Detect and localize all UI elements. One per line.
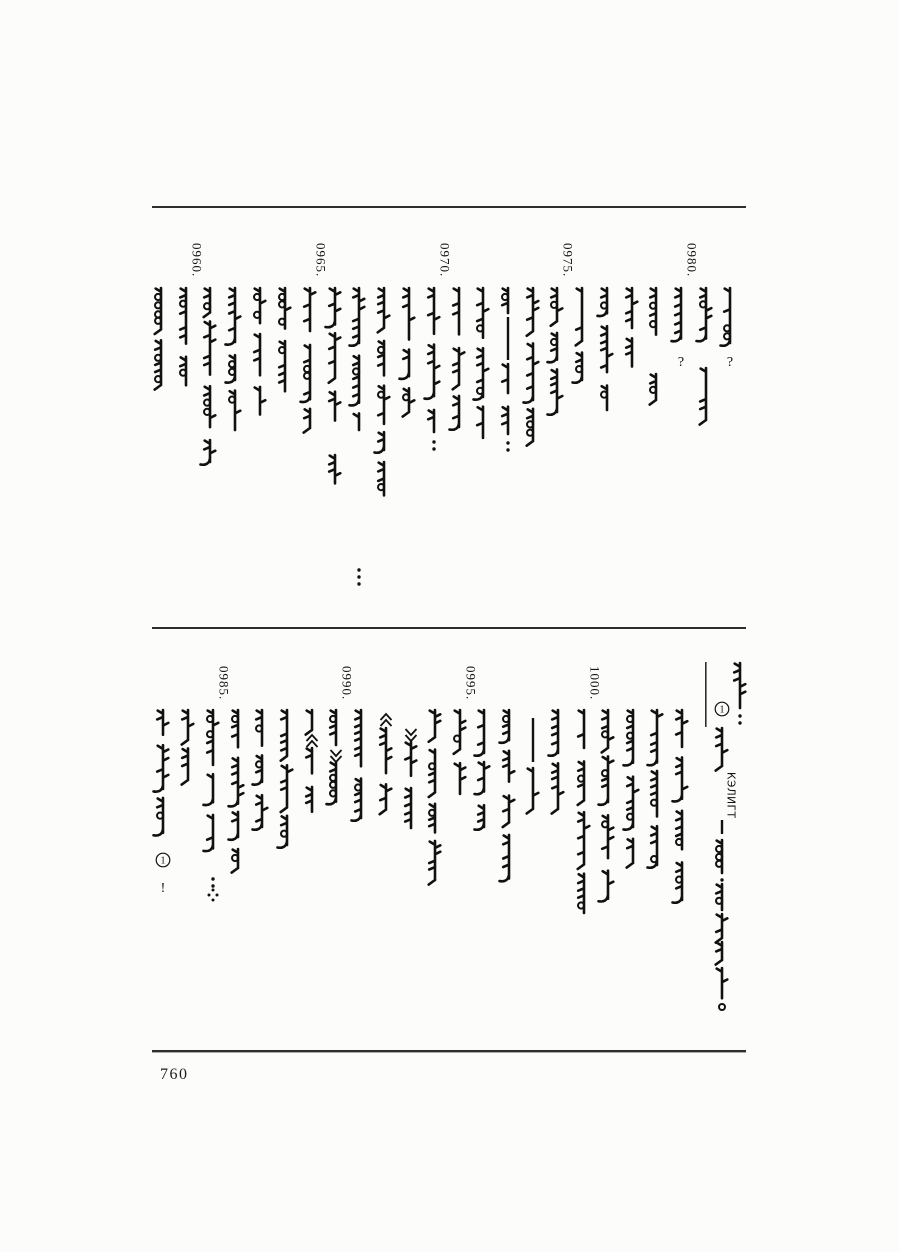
mongolian-script-word [474, 348, 489, 400]
footnote-text-column [715, 702, 736, 1010]
script-column [380, 714, 392, 814]
script-column [201, 288, 216, 465]
script-bowl [330, 775, 336, 781]
script-column [405, 729, 416, 828]
script-column [502, 288, 510, 452]
script-bowl [378, 392, 384, 398]
script-column [549, 710, 564, 814]
punctuation-dot [211, 877, 214, 880]
mongolian-script-word [329, 333, 341, 383]
mongolian-script-word [326, 288, 341, 327]
mongolian-script-word [626, 338, 632, 366]
footnote-cyrillic-gloss: КЭЛИГТ [724, 772, 737, 819]
script-bowl [527, 430, 533, 436]
script-column [278, 710, 293, 848]
mongolian-script-word [329, 392, 340, 421]
script-bowl [477, 325, 483, 331]
mongolian-script-word [201, 440, 216, 465]
mongolian-script-word [527, 288, 539, 336]
mongolian-script-word [255, 387, 266, 415]
mongolian-script-word [204, 774, 214, 805]
script-bowl [651, 800, 657, 806]
mongolian-script-word [429, 749, 435, 797]
script-bowl [477, 388, 483, 394]
script-column [697, 288, 712, 425]
script-bowl [716, 854, 722, 860]
script-column [672, 288, 685, 370]
punctuation-dot [357, 568, 360, 571]
script-bowl [155, 318, 161, 324]
mongolian-script-word [624, 777, 639, 830]
script-bowl [716, 846, 722, 852]
punctuation-dot [506, 448, 509, 451]
verse-line-number: 0965. [313, 243, 329, 278]
mongolian-script-word [204, 321, 215, 374]
exclamation-mark: ! [160, 881, 166, 896]
mongolian-script-word [673, 757, 688, 801]
mongolian-script-word [721, 288, 731, 346]
mongolian-script-word [450, 396, 460, 430]
mongolian-script-word [157, 710, 168, 735]
mongolian-script-word [425, 345, 440, 399]
script-bowl [627, 733, 633, 739]
script-bowl [279, 294, 285, 300]
close-quote-mark [406, 729, 417, 741]
script-bowl [602, 731, 608, 737]
script-bowl [281, 831, 287, 837]
script-bowl [232, 855, 238, 861]
script-column [279, 288, 290, 391]
em-dash-vertical [721, 820, 723, 834]
mongolian-script-word [306, 710, 312, 735]
script-bowl [578, 776, 584, 782]
script-bowl [676, 877, 682, 883]
script-bowl [724, 333, 730, 339]
script-bowl [279, 319, 285, 325]
script-column [226, 288, 241, 430]
punctuation-dot [738, 714, 741, 717]
mongolian-script-word [304, 288, 315, 331]
script-bowl [157, 813, 163, 819]
script-column [182, 710, 194, 785]
verse-line-number: 0980. [684, 243, 700, 278]
script-bowl [576, 366, 582, 372]
rule-top [152, 206, 746, 208]
script-column [500, 710, 515, 881]
script-bowl [527, 421, 533, 427]
mongolian-script-word [599, 871, 614, 902]
mongolian-script-word [700, 368, 706, 425]
mongolian-script-word [453, 288, 459, 334]
script-bowl [651, 856, 657, 862]
script-bowl [724, 325, 730, 331]
mongolian-script-word [378, 288, 390, 332]
verse-line-number: 1000. [587, 666, 603, 701]
script-column [352, 710, 362, 821]
punctuation-dot [506, 441, 509, 444]
script-bowl [279, 301, 285, 307]
mongolian-script-word [380, 784, 392, 814]
script-final-ring [719, 1004, 725, 1010]
open-quote-mark [381, 714, 392, 726]
mongolian-script-word [453, 348, 465, 389]
script-bowl [676, 839, 682, 845]
mongolian-script-word [350, 356, 360, 406]
mongolian-script-word [375, 432, 385, 453]
verse-line-number: 0990. [339, 666, 355, 701]
mongolian-script-word [578, 761, 584, 805]
script-column [474, 288, 489, 438]
script-bowl [330, 716, 336, 722]
mongolian-script-word [548, 369, 563, 414]
script-bowl [716, 861, 722, 867]
punctuation-dot [357, 582, 360, 585]
mongolian-script-word [154, 745, 169, 791]
script-bowl [207, 716, 213, 722]
mongolian-script-word [524, 343, 539, 402]
em-dash-vertical [507, 317, 509, 360]
mongolian-script-word [380, 728, 391, 773]
mongolian-script-word [304, 409, 310, 433]
mongolian-script-word [429, 710, 441, 742]
script-bowl [716, 898, 722, 904]
mongolian-script-word [578, 710, 584, 748]
mongolian-script-word [405, 742, 416, 776]
script-bowl [650, 303, 656, 309]
verse-line-number: 0995. [463, 666, 479, 701]
script-column [327, 710, 342, 804]
lower-text-block [154, 666, 688, 913]
script-bowl [180, 301, 186, 307]
script-bowl [503, 716, 509, 722]
script-bowl [378, 347, 384, 353]
script-column [475, 710, 490, 830]
em-dash-vertical [532, 718, 534, 762]
script-bowl [304, 366, 310, 372]
script-column [301, 288, 316, 433]
mongolian-script-word [627, 839, 633, 868]
script-bowl [378, 484, 384, 490]
punctuation-dot [432, 440, 435, 443]
mongolian-script-word [253, 795, 268, 830]
script-column [548, 288, 563, 415]
script-column [524, 288, 539, 446]
mongolian-script-word [503, 751, 514, 782]
script-column [204, 710, 219, 902]
verse-line-number: 0985. [216, 666, 232, 701]
close-quote-mark [331, 750, 342, 762]
script-bowl [232, 716, 238, 722]
punctuation-dot [211, 884, 214, 887]
mongolian-script-word [676, 710, 687, 747]
script-bowl [304, 373, 310, 379]
punctuation-dot [357, 575, 360, 578]
script-bowl [627, 814, 633, 820]
mongolian-script-word [229, 758, 244, 807]
mongolian-script-word [500, 710, 510, 743]
script-bowl [429, 763, 435, 769]
script-column [624, 710, 639, 868]
script-column [578, 710, 590, 913]
script-column [254, 288, 265, 414]
script-bowl [254, 294, 260, 300]
script-column [648, 710, 663, 868]
script-bowl [155, 311, 161, 317]
mongolian-script-word [403, 288, 414, 339]
script-column [429, 710, 441, 885]
script-column [454, 710, 466, 794]
mongolian-script-word [527, 768, 539, 813]
mongolian-script-word [734, 663, 745, 708]
mongolian-script-word [549, 710, 559, 756]
script-bowl [254, 312, 260, 318]
mongolian-script-word [601, 326, 612, 372]
mongolian-script-word [180, 288, 186, 344]
mongolian-script-word [182, 710, 194, 745]
mongolian-script-word [502, 364, 508, 393]
mongolian-script-word [697, 288, 712, 341]
script-bowl [403, 394, 409, 400]
rule-middle [152, 627, 746, 629]
script-bowl [229, 397, 235, 403]
mongolian-script-word [253, 755, 263, 784]
script-column [375, 288, 390, 495]
script-bowl [602, 770, 608, 776]
mongolian-script-word [429, 841, 441, 885]
mongolian-script-word [477, 407, 483, 438]
annotation-header-column [734, 663, 745, 725]
mongolian-script-word [475, 805, 485, 830]
script-bowl [355, 784, 361, 790]
mongolian-script-word [355, 710, 361, 766]
mongolian-script-word [182, 748, 188, 784]
mongolian-script-word [651, 771, 657, 817]
mongolian-script-word [350, 288, 365, 346]
mongolian-script-word [429, 804, 435, 833]
script-bowl [650, 387, 656, 393]
open-quote-mark [307, 735, 318, 747]
script-column [626, 288, 637, 366]
mongolian-script-word [502, 407, 508, 434]
script-bowl [627, 716, 633, 722]
mongolian-script-word [281, 710, 287, 761]
question-mark: ? [677, 355, 685, 370]
question-mark: ? [726, 355, 734, 370]
script-bowl [330, 782, 336, 788]
script-column [155, 288, 162, 390]
script-bowl [650, 321, 656, 327]
script-column [573, 288, 583, 383]
script-bowl [155, 294, 161, 300]
mongolian-script-word [405, 788, 411, 828]
mongolian-script-word [503, 796, 515, 828]
script-bowl [256, 761, 262, 767]
mongolian-script-word [716, 914, 728, 943]
script-bowl [229, 369, 235, 375]
script-column [326, 288, 341, 483]
script-bowl [155, 376, 161, 382]
script-column [400, 288, 415, 417]
mongolian-script-word [552, 763, 564, 813]
script-column [598, 288, 613, 410]
mongolian-script-word [204, 386, 215, 427]
script-column [599, 710, 614, 901]
rule-bottom [152, 1050, 746, 1052]
punctuation-dot [738, 721, 741, 724]
script-column [450, 288, 465, 430]
mongolian-script-word [548, 333, 558, 362]
script-bowl [204, 409, 210, 415]
script-column [350, 288, 365, 586]
punctuation-dot [432, 447, 435, 450]
mongolian-script-word [329, 455, 340, 483]
script-column [650, 288, 657, 405]
script-bowl [207, 731, 213, 737]
page-number: 760 [160, 1066, 189, 1083]
script-bowl [279, 347, 285, 353]
script-bowl [700, 301, 706, 307]
mongolian-script-word [229, 812, 239, 840]
script-bowl [502, 294, 508, 300]
footnote-separator-rule [705, 662, 707, 727]
script-column [154, 710, 170, 896]
script-bowl [454, 736, 460, 742]
verse-line-number: 0970. [437, 243, 453, 278]
script-column [229, 710, 244, 873]
script-bowl [256, 725, 262, 731]
verse-line-number: 0975. [560, 243, 576, 278]
mongolian-script-word [204, 815, 214, 851]
script-bowl [204, 303, 210, 309]
script-column [425, 288, 440, 451]
mongolian-script-word [475, 710, 485, 756]
mongolian-script-word [400, 350, 410, 379]
footnote-section [715, 663, 745, 1010]
script-column [306, 710, 318, 812]
punctuation-dot [720, 878, 723, 881]
script-bowl [330, 790, 336, 796]
script-bowl [229, 361, 235, 367]
script-bowl [429, 810, 435, 816]
mongolian-script-word [475, 762, 490, 794]
mongolian-script-word [306, 787, 312, 812]
punctuation-dot [212, 899, 215, 902]
verse-line-number: 0960. [189, 243, 205, 278]
script-column [673, 710, 688, 903]
mongolian-script-word [454, 710, 466, 754]
script-bowl [155, 302, 161, 308]
mongolian-script-word [455, 763, 466, 794]
punctuation-dot [208, 894, 211, 897]
script-bowl [601, 392, 607, 398]
script-bowl [551, 302, 557, 308]
mongolian-script-word [354, 413, 359, 430]
mongolian-script-word [403, 388, 415, 416]
mongolian-script-word [578, 812, 590, 869]
punctuation-dot [212, 889, 215, 892]
script-column [180, 288, 186, 385]
script-bowl [602, 821, 608, 827]
mongolian-script-word [254, 334, 260, 375]
mongolian-script-word [716, 728, 728, 771]
script-bowl [601, 302, 607, 308]
mongolian-script-word [306, 748, 312, 773]
mongolian-script-word [428, 288, 439, 334]
mongolian-script-word [576, 288, 582, 345]
script-bowl [551, 339, 557, 345]
script-bowl [353, 368, 359, 374]
mongolian-script-word [717, 968, 728, 998]
script-column [527, 718, 539, 813]
mongolian-script-word [428, 410, 434, 432]
footnote-ref-digit: 1 [160, 855, 166, 867]
mongolian-script-word [500, 835, 510, 881]
upper-text-block [155, 243, 733, 586]
script-bowl [155, 355, 161, 361]
mongolian-script-word [281, 765, 293, 812]
mongolian-script-word [672, 288, 682, 341]
script-column [721, 288, 734, 370]
mongolian-script-word [716, 942, 722, 965]
mongolian-script-word [648, 710, 663, 765]
script-bowl [204, 400, 210, 406]
mongolian-script-word [626, 288, 637, 328]
footnote-ref-digit: 1 [719, 704, 725, 716]
script-bowl [180, 370, 186, 376]
mongolian-script-word [226, 288, 241, 345]
script-bowl [578, 902, 584, 908]
script-column [253, 710, 268, 830]
punctuation-dot [216, 894, 219, 897]
mongolian-script-word [599, 756, 614, 804]
